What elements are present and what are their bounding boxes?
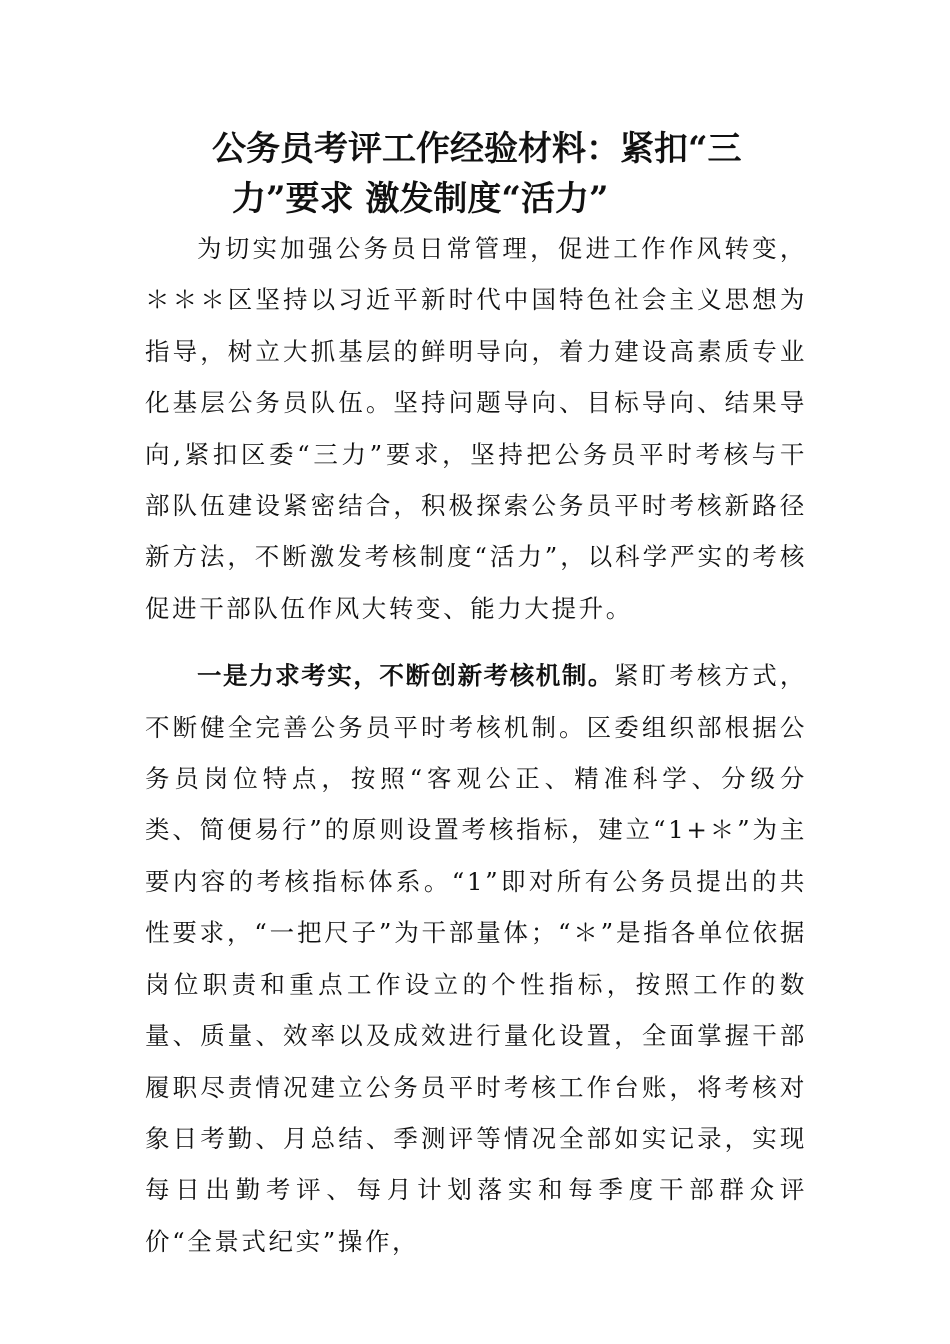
paragraph-lead-heading: 一是力求考实，不断创新考核机制。 [197, 661, 614, 691]
paragraph-point-one [145, 650, 807, 1267]
title-line-2: 力”要求 激发制度“活力” [232, 179, 609, 219]
paragraph-intro [145, 223, 807, 634]
document-body [145, 223, 807, 1267]
paragraph-text: 为切实加强公务员日常管理，促进工作作风转变， ＊＊＊区坚持以习近平新时代中国特色社会主义思想为指导，树立大抓基层的鲜明导向，着力建设高素质专业化基层公务员队伍。坚持问题导向、目标导向、结果导向,紧扣区委“三力”要求，坚持把公务员平时考核与干部队伍建设紧密结合，积极探索公务员平时考核新路径新方法，不断激发考核制度“活力”，以科学严实的考核促进干部队伍作风大转变、能力大提升。 [145, 234, 807, 623]
title-line-1: 公务员考评工作经验材料：紧扣“三 [212, 129, 742, 169]
document-title [150, 124, 830, 224]
paragraph-text: 紧盯考核方式，不断健全完善公务员平时考核机制。区委组织部根据公务员岗位特点，按照“客观公正、精准科学、分级分类、简便易行”的原则设置考核指标，建立“1+＊”为主要内容的考核指标体系。“1”即对所有公务员提出的共性要求，“一把尺子”为干部量体；“＊”是指各单位依据岗位职责和重点工作设立的个性指标，按照工作的数量、质量、效率以及成效进行量化设置，全面掌握干部履职尽责情况建立公务员平时考核工作台账，将考核对象日考勤、月总结、季测评等情况全部如实记录，实现每日出勤考评、每月计划落实和每季度干部群众评价“全景式纪实”操作， [145, 661, 808, 1256]
